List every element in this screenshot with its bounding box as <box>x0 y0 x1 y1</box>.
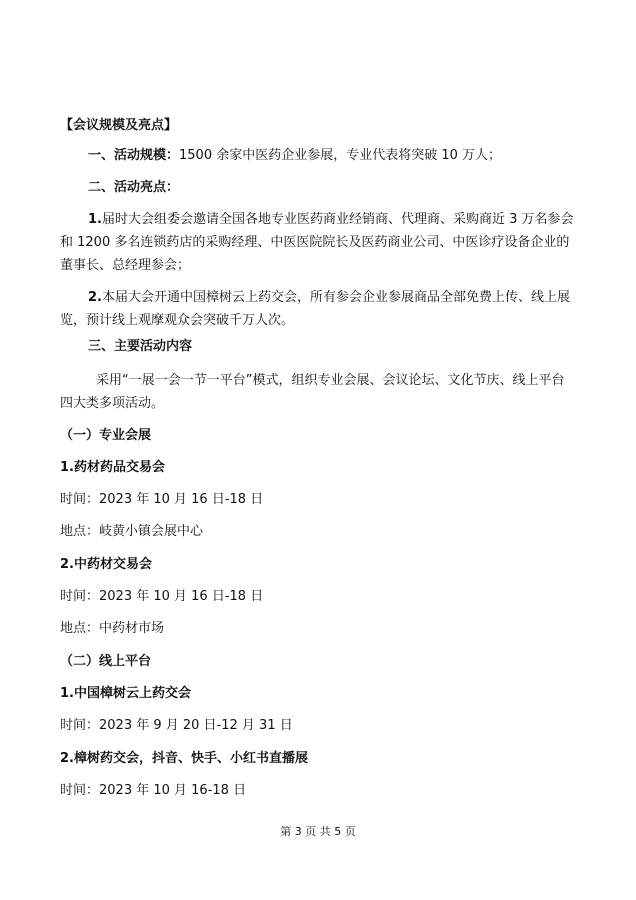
expo-heading: （一）专业会展 <box>60 428 152 443</box>
scale-text: 1500 余家中医药企业参展，专业代表将突破 10 万人； <box>179 148 502 163</box>
expo-item-2-title: 2.中药材交易会 <box>60 557 152 572</box>
highlight-item-1 <box>60 208 576 277</box>
page-number-footer: 第 3 页 共 5 页 <box>280 825 356 838</box>
highlight-item-2 <box>60 286 576 332</box>
highlights-heading: 二、活动亮点： <box>88 180 180 195</box>
expo-item-1-title: 1.药材药品交易会 <box>60 460 165 475</box>
online-item-2-title: 2.樟树药交会，抖音、快手、小红书直播展 <box>60 751 308 766</box>
scale-label: 一、活动规模： <box>88 148 180 163</box>
online-item-1-time: 时间：2023 年 9 月 20 日-12 月 31 日 <box>60 718 293 733</box>
highlight-item-2-num: 2. <box>88 290 102 305</box>
main-activities-heading: 三、主要活动内容 <box>88 339 193 354</box>
highlight-item-2-text: 本届大会开通中国樟树云上药交会，所有参会企业参展商品全部免费上传、线上展览，预计线上观摩观众会突破千万人次。 <box>60 290 570 328</box>
highlight-item-1-text: 届时大会组委会邀请全国各地专业医药商业经销商、代理商、采购商近 3 万名参会和 1200 多名连锁药店的采购经理、中医医院院长及医药商业公司、中医诊疗设备企业的董事长、总经理参会； <box>60 212 574 273</box>
expo-item-1-place: 地点：岐黄小镇会展中心 <box>60 524 204 539</box>
online-item-1-title: 1.中国樟树云上药交会 <box>60 686 191 701</box>
online-item-2-time: 时间：2023 年 10 月 16-18 日 <box>60 783 247 798</box>
main-activities-intro: 采用“一展一会一节一平台”模式，组织专业会展、会议论坛、文化节庆、线上平台四大类多项活动。 <box>60 373 565 411</box>
expo-item-2-place: 地点：中药材市场 <box>60 621 165 636</box>
online-heading: （二）线上平台 <box>60 654 152 669</box>
expo-item-1-time: 时间：2023 年 10 月 16 日-18 日 <box>60 492 264 507</box>
section-header: 【会议规模及亮点】 <box>60 118 178 133</box>
expo-item-2-time: 时间：2023 年 10 月 16 日-18 日 <box>60 589 264 604</box>
scale-paragraph <box>88 147 576 165</box>
highlight-item-1-num: 1. <box>88 212 102 227</box>
